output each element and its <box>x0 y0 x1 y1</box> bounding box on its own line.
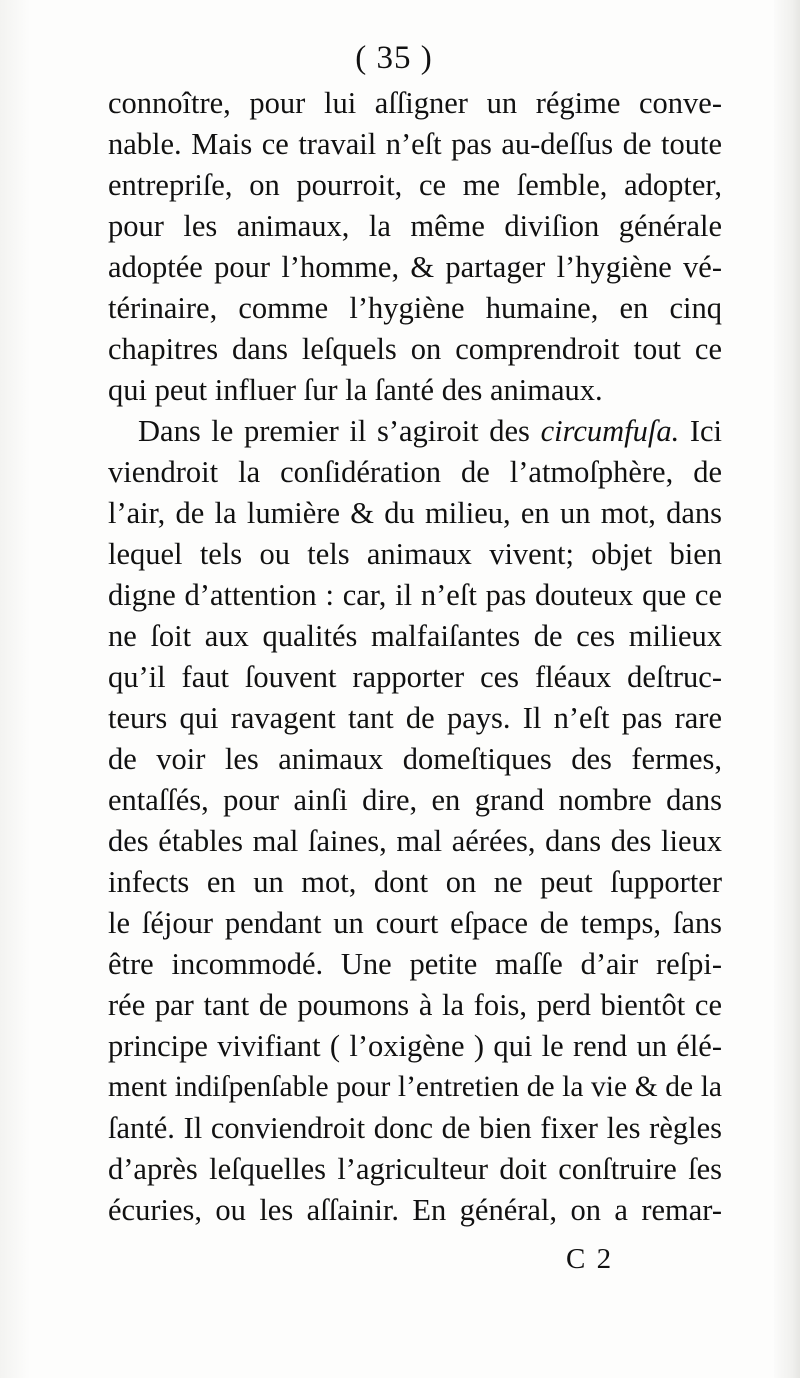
text-line-with-italic <box>108 411 722 452</box>
text-line: le ſéjour pendant un court eſpace de temps, ſans <box>108 906 722 940</box>
text-line: d’après leſquelles l’agriculteur doit conſtruire ſes <box>108 1152 722 1186</box>
text-line: térinaire, comme l’hygiène humaine, en cinq <box>108 291 722 325</box>
text-line: rée par tant de poumons à la fois, perd bientôt ce <box>108 988 722 1022</box>
text-line: chapitres dans leſquels on comprendroit tout ce <box>108 332 722 366</box>
page-right-edge <box>774 0 800 1378</box>
text-line: pour les animaux, la même diviſion générale <box>108 209 722 243</box>
text-line: qu’il faut ſouvent rapporter ces fléaux deſtruc- <box>108 660 722 694</box>
text-line: écuries, ou les aſſainir. En général, on a remar- <box>108 1193 722 1227</box>
text-line: ment indiſpenſable pour l’entretien de la vie & de la <box>108 1071 722 1103</box>
text-line: adoptée pour l’homme, & partager l’hygiène vé- <box>108 250 722 284</box>
text-line: entaſſés, pour ainſi dire, en grand nombre dans <box>108 783 722 817</box>
text-line: qui peut influer ſur la ſanté des animaux. <box>108 373 603 407</box>
text-line: de voir les animaux domeſtiques des fermes, <box>108 742 722 776</box>
text-line: être incommodé. Une petite maſſe d’air reſpi- <box>108 947 722 981</box>
page-number: ( 35 ) <box>355 40 433 76</box>
signature-mark: C 2 <box>566 1243 614 1275</box>
text-line: connoître, pour lui aſſigner un régime conve- <box>108 86 722 120</box>
text-line: nable. Mais ce travail n’eſt pas au-deſſus de toute <box>108 127 722 161</box>
text-line: ne ſoit aux qualités malfaiſantes de ces milieux <box>108 619 722 653</box>
text-line: infects en un mot, dont on ne peut ſupporter <box>108 865 722 899</box>
line-start: Dans le premier il s’agiroit des <box>138 414 530 448</box>
line-end: Ici <box>689 414 723 448</box>
page-left-edge <box>0 0 30 1378</box>
text-line: lequel tels ou tels animaux vivent; objet bien <box>108 537 722 571</box>
text-line: ſanté. Il conviendroit donc de bien fixer les règles <box>108 1111 722 1145</box>
text-line: l’air, de la lumière & du milieu, en un mot, dans <box>108 496 722 530</box>
text-line: principe vivifiant ( l’oxigène ) qui le rend un élé- <box>108 1029 722 1063</box>
text-line: des étables mal ſaines, mal aérées, dans des lieux <box>108 824 722 858</box>
text-line: viendroit la conſidération de l’atmoſphère, de <box>108 455 722 489</box>
text-line: digne d’attention : car, il n’eſt pas douteux que ce <box>108 578 722 612</box>
italic-term: circumfuſa. <box>540 414 680 448</box>
text-line: entrepriſe, on pourroit, ce me ſemble, adopter, <box>108 168 722 202</box>
text-line: teurs qui ravagent tant de pays. Il n’eſt pas rare <box>108 701 722 735</box>
body-text <box>108 83 722 1231</box>
